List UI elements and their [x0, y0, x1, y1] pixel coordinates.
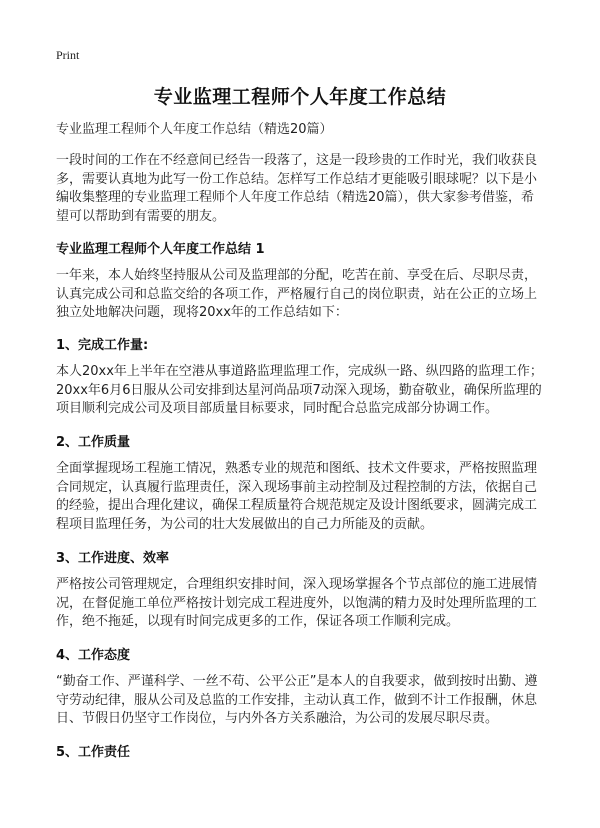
- section-heading: 3、工作进度、效率: [56, 551, 170, 566]
- section-heading: 1、完成工作量:: [56, 338, 149, 353]
- intro-paragraph: 一段时间的工作在不经意间已经告一段落了，这是一段珍贵的工作时光，我们收获良多，需要认真地为此写一份工作总结。怎样写工作总结才更能吸引眼球呢？以下是小编收集整理的专业监理工程师个人年度工作总结（精选20篇），供大家参考借鉴，希望可以帮助到有需要的朋友。: [56, 153, 538, 224]
- section-paragraph: 全面掌握现场工程施工情况，熟悉专业的规范和图纸、技术文件要求，严格按照监理合同规定，认真履行监理责任，深入现场事前主动控制及过程控制的方法，依据自己的经验，提出合理化建议，确保工程质量符合规范规定及设计图纸要求，圆满完成工程项目监理任务，为公司的壮大发展做出的自己力所能及的贡献。: [56, 461, 538, 532]
- article-intro-paragraph: 一年来，本人始终坚持服从公司及监理部的分配，吃苦在前、享受在后、尽职尽责，认真完成公司和总监交给的各项工作，严格履行自己的岗位职责，站在公正的立场上独立处地解决问题，现将20xx年的工作总结如下：: [56, 268, 538, 321]
- section-heading: 2、工作质量: [56, 435, 131, 450]
- section-paragraph: 严格按公司管理规定，合理组织安排时间，深入现场掌握各个节点部位的施工进展情况，在督促施工单位严格按计划完成工程进度外，以饱满的精力及时处理所监理的工作，绝不拖延，以现有时间完成更多的工作，保证各项工作顺利完成。: [56, 577, 538, 630]
- document-subtitle: 专业监理工程师个人年度工作总结（精选20篇）: [56, 122, 333, 137]
- article-heading: 专业监理工程师个人年度工作总结 1: [56, 242, 265, 257]
- section-heading: 4、工作态度: [56, 648, 131, 663]
- section-heading: 5、工作责任: [56, 745, 131, 760]
- section-paragraph: “勤奋工作、严谨科学、一丝不苟、公平公正”是本人的自我要求，做到按时出勤、遵守劳动纪律，服从公司及总监的工作安排，主动认真工作，做到不计工作报酬，休息日、节假日仍坚守工作岗位，与内外各方关系融洽，为公司的发展尽职尽责。: [56, 674, 538, 727]
- print-link[interactable]: Print: [56, 48, 80, 62]
- section-paragraph: 本人20xx年上半年在空港从事道路监理监理工作，完成纵一路、纵四路的监理工作；20xx年6月6日服从公司安排到达星河尚品项7动深入现场，勤奋敬业，确保所监理的项目顺利完成公司及项目部质量目标要求，同时配合总监完成部分协调工作。: [56, 364, 543, 417]
- document-title: 专业监理工程师个人年度工作总结: [153, 86, 447, 108]
